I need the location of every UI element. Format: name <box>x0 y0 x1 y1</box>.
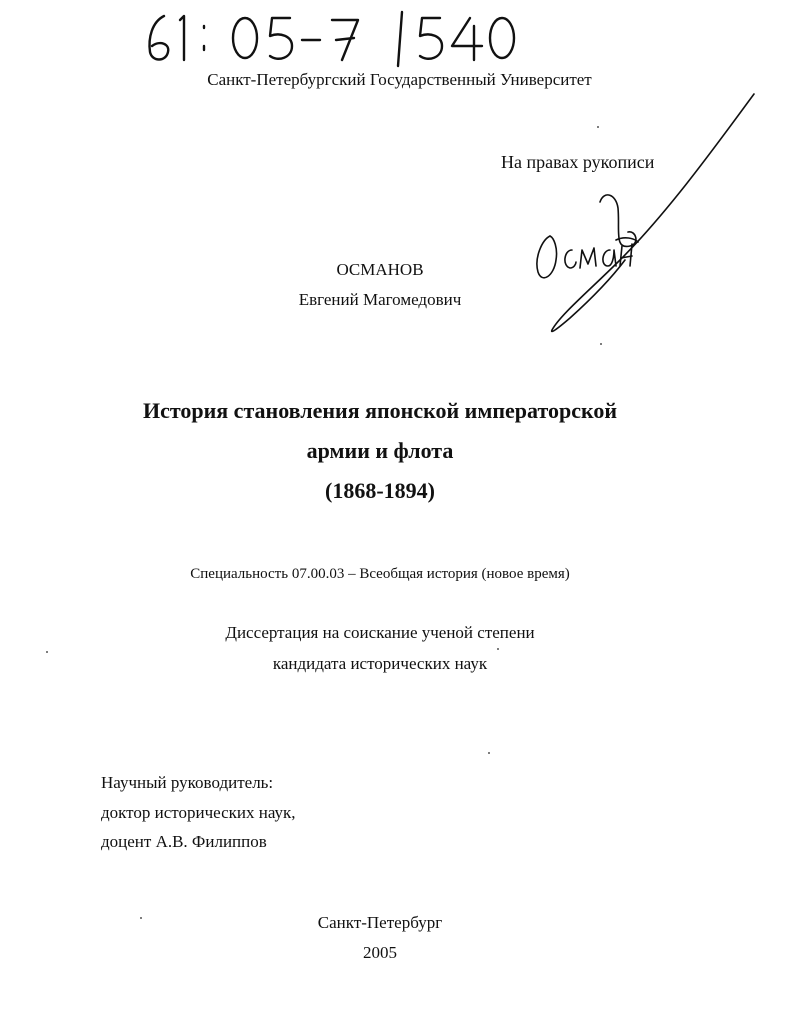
scan-speck <box>488 752 490 754</box>
scan-speck <box>46 651 48 653</box>
supervisor-name: доцент А.В. Филиппов <box>101 832 267 851</box>
title-line-2: армии и флота <box>306 438 454 463</box>
author-surname: ОСМАНОВ <box>336 260 424 279</box>
scan-speck <box>597 126 599 128</box>
year: 2005 <box>363 943 397 962</box>
university-name: Санкт-Петербургский Государственный Университет <box>207 70 592 89</box>
title-line-1: История становления японской императорской <box>142 398 618 423</box>
scan-speck <box>140 917 142 919</box>
dissertation-line-1: Диссертация на соискание ученой степени <box>225 623 535 642</box>
author-given-name: Евгений Магомедович <box>298 290 462 309</box>
scan-speck <box>497 648 499 650</box>
supervisor-heading: Научный руководитель: <box>101 773 274 792</box>
title-line-3: (1868-1894) <box>325 478 435 503</box>
dissertation-line-2: кандидата исторических наук <box>272 654 488 673</box>
scan-speck <box>600 343 602 345</box>
supervisor-degree: доктор исторических наук, <box>101 803 296 822</box>
handwritten-archive-code <box>140 8 540 68</box>
specialty-line: Специальность 07.00.03 – Всеобщая история (новое время) <box>190 566 570 582</box>
manuscript-rights-note: На правах рукописи <box>501 152 655 172</box>
city: Санкт-Петербург <box>317 913 443 932</box>
